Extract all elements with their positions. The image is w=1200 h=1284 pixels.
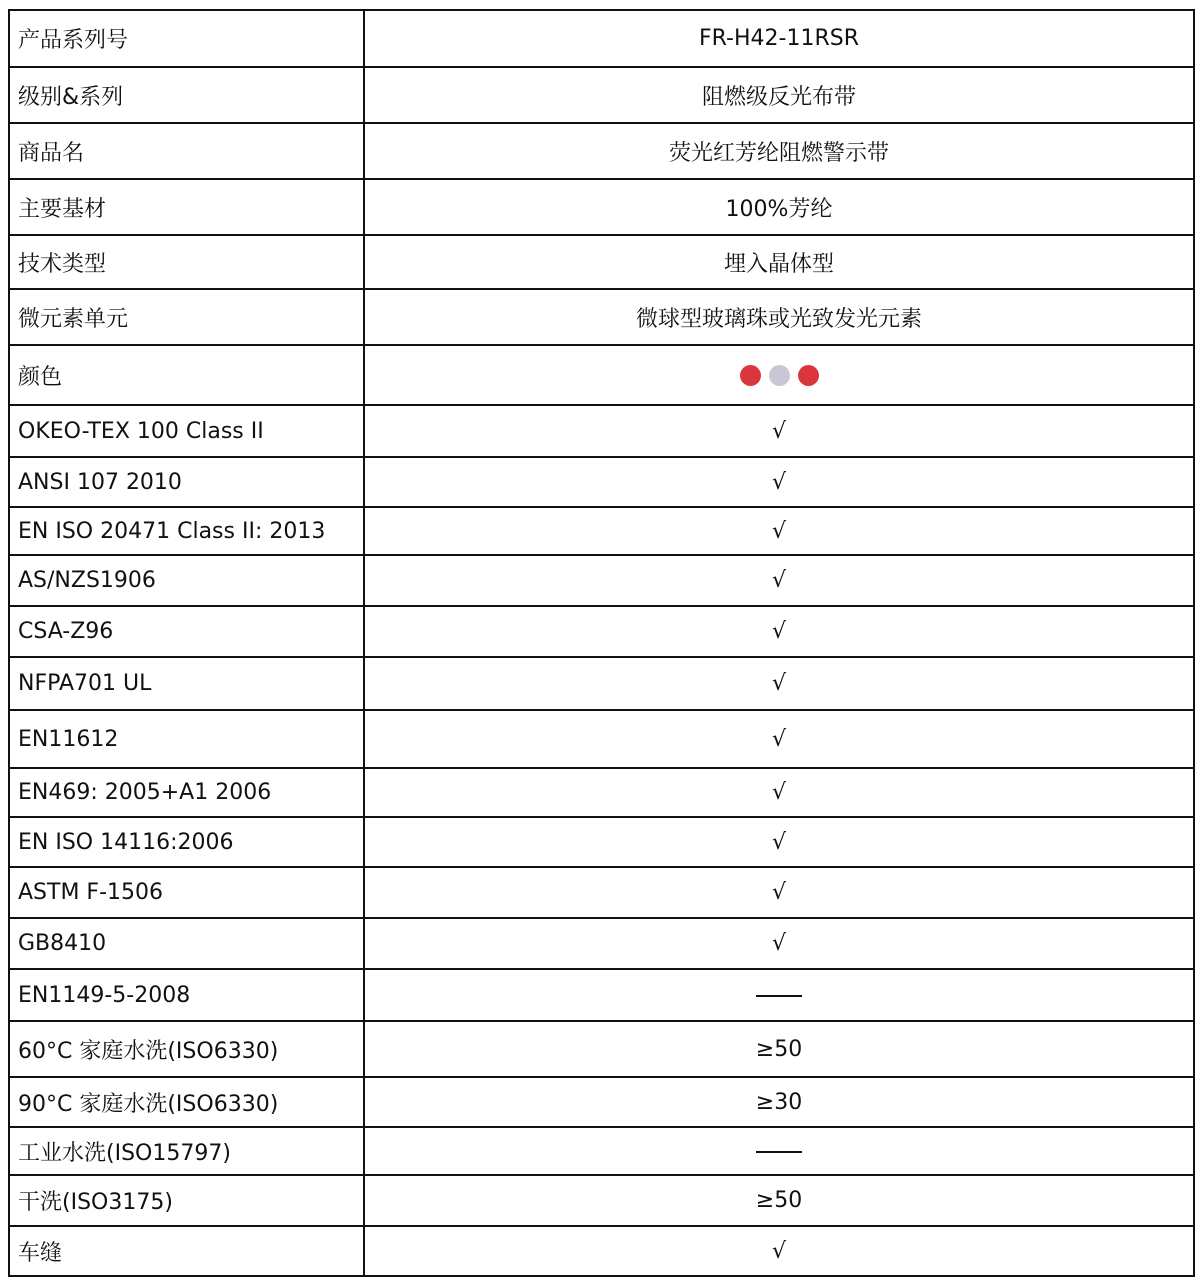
color-dot-red bbox=[740, 365, 761, 386]
row-label: EN ISO 20471 Class II: 2013 bbox=[9, 507, 364, 555]
row-label: 工业水洗(ISO15797) bbox=[9, 1127, 364, 1175]
row-value: √ bbox=[364, 507, 1194, 555]
table-row bbox=[9, 1021, 1194, 1077]
row-value: √ bbox=[364, 710, 1194, 768]
table-row bbox=[9, 10, 1194, 67]
row-label: 主要基材 bbox=[9, 179, 364, 235]
table-row bbox=[9, 1226, 1194, 1276]
row-value: √ bbox=[364, 657, 1194, 710]
row-label: 干洗(ISO3175) bbox=[9, 1175, 364, 1226]
row-label: EN ISO 14116:2006 bbox=[9, 817, 364, 867]
color-dot-silver bbox=[769, 365, 790, 386]
table-row bbox=[9, 918, 1194, 969]
row-label: ANSI 107 2010 bbox=[9, 457, 364, 507]
row-label: AS/NZS1906 bbox=[9, 555, 364, 606]
table-row bbox=[9, 405, 1194, 457]
table-row bbox=[9, 457, 1194, 507]
row-value: FR-H42-11RSR bbox=[364, 10, 1194, 67]
row-value: ≥50 bbox=[364, 1021, 1194, 1077]
row-value: 微球型玻璃珠或光致发光元素 bbox=[364, 289, 1194, 345]
row-label: EN11612 bbox=[9, 710, 364, 768]
table-row bbox=[9, 123, 1194, 179]
dash-mark bbox=[756, 1151, 802, 1153]
table-row bbox=[9, 817, 1194, 867]
row-value: √ bbox=[364, 457, 1194, 507]
row-value: √ bbox=[364, 555, 1194, 606]
table-row bbox=[9, 710, 1194, 768]
row-label: ASTM F-1506 bbox=[9, 867, 364, 918]
row-value: 100%芳纶 bbox=[364, 179, 1194, 235]
row-value: 荧光红芳纶阻燃警示带 bbox=[364, 123, 1194, 179]
product-spec-table bbox=[8, 9, 1195, 1277]
row-label: GB8410 bbox=[9, 918, 364, 969]
row-value: √ bbox=[364, 606, 1194, 657]
table-row bbox=[9, 768, 1194, 817]
row-value: 阻燃级反光布带 bbox=[364, 67, 1194, 123]
table-row bbox=[9, 606, 1194, 657]
table-row bbox=[9, 289, 1194, 345]
row-label: EN469: 2005+A1 2006 bbox=[9, 768, 364, 817]
row-value: ≥30 bbox=[364, 1077, 1194, 1127]
dash-mark bbox=[756, 995, 802, 997]
row-label: OKEO-TEX 100 Class II bbox=[9, 405, 364, 457]
table-row bbox=[9, 179, 1194, 235]
table-row bbox=[9, 1175, 1194, 1226]
table-row bbox=[9, 345, 1194, 405]
row-label: 微元素单元 bbox=[9, 289, 364, 345]
table-row bbox=[9, 235, 1194, 289]
row-label: 级别&系列 bbox=[9, 67, 364, 123]
table-row bbox=[9, 1077, 1194, 1127]
row-value: 埋入晶体型 bbox=[364, 235, 1194, 289]
row-value: √ bbox=[364, 817, 1194, 867]
row-value: √ bbox=[364, 1226, 1194, 1276]
row-label: 颜色 bbox=[9, 345, 364, 405]
row-value: √ bbox=[364, 867, 1194, 918]
row-value: √ bbox=[364, 405, 1194, 457]
row-label: 产品系列号 bbox=[9, 10, 364, 67]
table-row bbox=[9, 555, 1194, 606]
not-applicable-cell bbox=[364, 1127, 1194, 1175]
row-value: ≥50 bbox=[364, 1175, 1194, 1226]
table-row bbox=[9, 507, 1194, 555]
row-label: 商品名 bbox=[9, 123, 364, 179]
table-row bbox=[9, 969, 1194, 1021]
not-applicable-cell bbox=[364, 969, 1194, 1021]
table-row bbox=[9, 67, 1194, 123]
row-value: √ bbox=[364, 768, 1194, 817]
row-label: CSA-Z96 bbox=[9, 606, 364, 657]
table-row bbox=[9, 657, 1194, 710]
row-label: 90°C 家庭水洗(ISO6330) bbox=[9, 1077, 364, 1127]
row-label: 车缝 bbox=[9, 1226, 364, 1276]
row-value: √ bbox=[364, 918, 1194, 969]
row-label: 技术类型 bbox=[9, 235, 364, 289]
row-label: EN1149-5-2008 bbox=[9, 969, 364, 1021]
row-label: 60°C 家庭水洗(ISO6330) bbox=[9, 1021, 364, 1077]
color-dot-red bbox=[798, 365, 819, 386]
row-label: NFPA701 UL bbox=[9, 657, 364, 710]
table-row bbox=[9, 1127, 1194, 1175]
table-row bbox=[9, 867, 1194, 918]
color-swatches bbox=[364, 345, 1194, 405]
color-dots bbox=[740, 365, 819, 386]
